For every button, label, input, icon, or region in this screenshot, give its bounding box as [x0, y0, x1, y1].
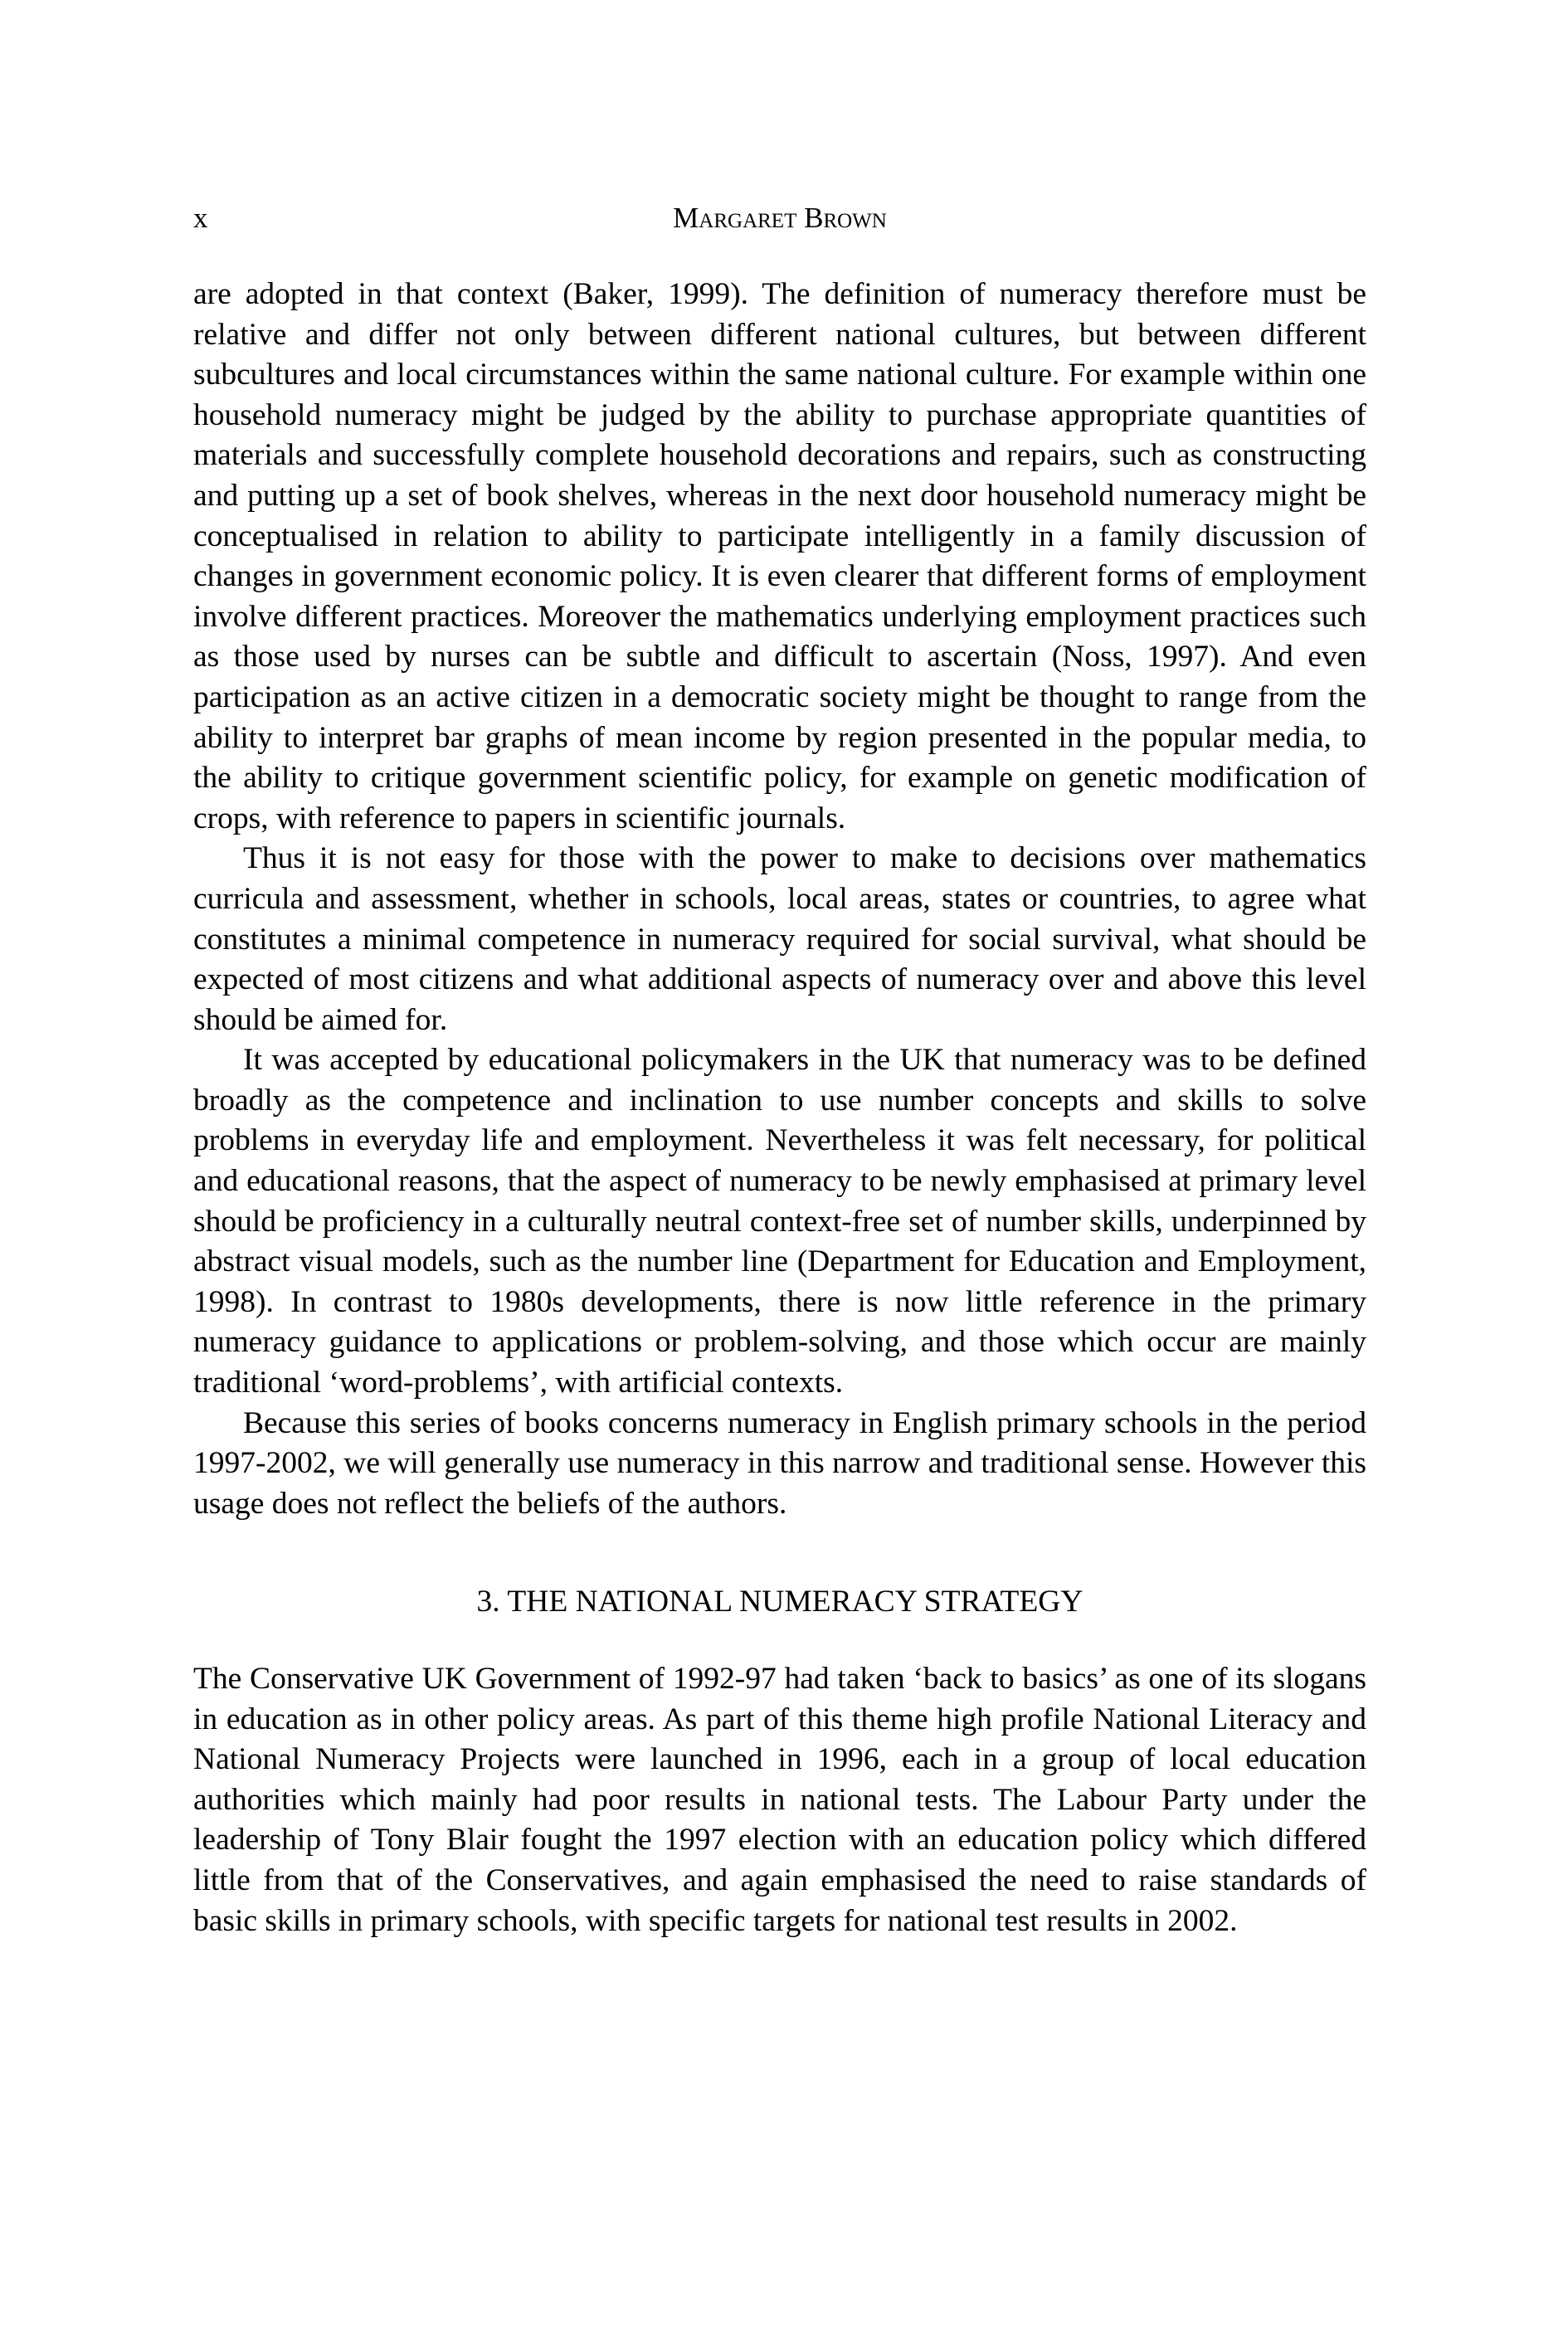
running-head — [193, 197, 1366, 239]
page-number: x — [193, 202, 208, 234]
section-heading: 3. THE NATIONAL NUMERACY STRATEGY — [476, 1585, 1083, 1619]
author-running-head: Margaret Brown — [673, 202, 887, 234]
paragraph-decision-makers: Thus it is not easy for those with the power to make to decisions over mathematics curricula and assessment, whether in schools, local areas, states or countries, to agree what constitutes a minimal competence in numeracy required for social survival, what should be expected of most citizens and what additional aspects of numeracy over and above this level should be aimed for. — [193, 841, 1366, 1037]
paragraph-series-scope: Because this series of books concerns numeracy in English primary schools in the period 1997-2002, we will generally use numeracy in this narrow and traditional sense. However this usage does not reflect the beliefs of the authors. — [193, 1405, 1366, 1521]
body-text — [193, 275, 1366, 1941]
paragraph-continued: are adopted in that context (Baker, 1999). The definition of numeracy therefore must be relative and differ not only between different national cultures, but between different subcultures and local circumstances within the same national culture. For example within one household numeracy might be judged by the ability to purchase appropriate quantities of materials and successfully complete household decorations and repairs, such as constructing and putting up a set of book shelves, whereas in the next door household numeracy might be conceptualised in relation to ability to participate intelligently in a family discussion of changes in government economic policy. It is even clearer that different forms of employment involve different practices. Moreover the mathematics underlying employment practices such as those used by nurses can be subtle and difficult to ascertain (Noss, 1997). And even participation as an active citizen in a democratic society might be thought to range from the ability to interpret bar graphs of mean income by region presented in the popular media, to the ability to critique government scientific policy, for example on genetic modification of crops, with reference to papers in scientific journals. — [193, 277, 1366, 835]
paragraph-uk-policymakers: It was accepted by educational policymakers in the UK that numeracy was to be defined broadly as the competence and inclination to use number concepts and skills to solve problems in everyday life and employment. Nevertheless it was felt necessary, for political and educational reasons, that the aspect of numeracy to be newly emphasised at primary level should be proficiency in a culturally neutral context-free set of number skills, underpinned by abstract visual models, such as the number line (Department for Education and Employment, 1998). In contrast to 1980s developments, there is now little reference in the primary numeracy guidance to applications or problem-solving, and those which occur are mainly traditional ‘word-problems’, with artificial contexts. — [193, 1043, 1366, 1400]
paragraph-national-numeracy-strategy: The Conservative UK Government of 1992-97 had taken ‘back to basics’ as one of its slogans in education as in other policy areas. As part of this theme high profile National Literacy and National Numeracy Projects were launched in 1996, each in a group of local education authorities which mainly had poor results in national tests. The Labour Party under the leadership of Tony Blair fought the 1997 election with an education policy which differed little from that of the Conservatives, and again emphasised the need to raise standards of basic skills in primary schools, with specific targets for national test results in 2002. — [193, 1662, 1366, 1938]
